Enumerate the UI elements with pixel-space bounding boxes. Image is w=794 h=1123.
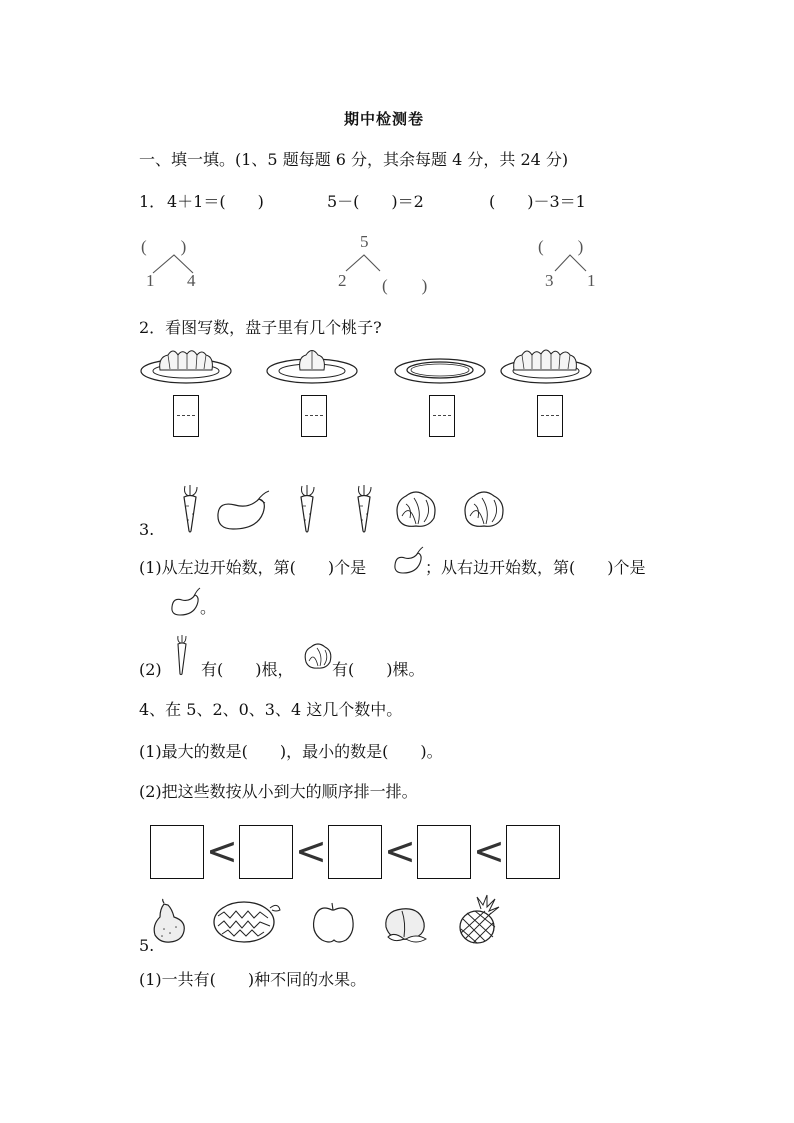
peach-icon <box>380 903 432 945</box>
q3-sub2-part-c: 有( )棵。 <box>332 660 425 679</box>
answer-box[interactable] <box>301 395 327 437</box>
q5-sub1: (1)一共有( )种不同的水果。 <box>139 970 367 989</box>
tree1-top: ( ) <box>141 237 187 256</box>
tree3-top: ( ) <box>538 237 584 256</box>
peach-plate-icon <box>266 343 361 388</box>
order-box[interactable] <box>417 825 471 879</box>
q3-sub1-part-c: 。 <box>200 598 217 617</box>
q5-number: 5. <box>139 936 155 955</box>
eggplant-icon <box>213 489 273 534</box>
apple-icon <box>310 902 358 944</box>
cabbage-icon <box>302 641 332 671</box>
pineapple-icon <box>455 895 503 945</box>
q1-number: 1． <box>139 192 166 211</box>
tree2-top: 5 <box>360 232 369 251</box>
section-heading: 一、填一填。(1、5 题每题 6 分，其余每题 4 分，共 24 分) <box>139 150 569 169</box>
order-box[interactable] <box>328 825 382 879</box>
tree3-left: 3 <box>545 271 554 290</box>
q2-question: 2．看图写数，盘子里有几个桃子? <box>139 318 382 337</box>
plate-icon <box>394 343 489 388</box>
q3-number: 3. <box>139 520 155 539</box>
pear-icon <box>150 899 190 945</box>
tree2-left: 2 <box>338 271 347 290</box>
q4-sub2: (2)把这些数按从小到大的顺序排一排。 <box>139 782 418 801</box>
q1-equation-1: 4＋1＝( ) <box>167 192 264 211</box>
peach-plate-icon <box>140 343 235 388</box>
q3-sub1-part-a: (1)从左边开始数，第( )个是 <box>139 558 367 577</box>
carrot-icon <box>292 484 322 534</box>
page-title: 期中检测卷 <box>344 110 425 128</box>
less-than-sign: < <box>206 829 238 873</box>
carrot-icon <box>349 484 379 534</box>
order-box[interactable] <box>239 825 293 879</box>
order-box[interactable] <box>506 825 560 879</box>
order-box[interactable] <box>150 825 204 879</box>
q4-sub1: (1)最大的数是( )，最小的数是( )。 <box>139 742 443 761</box>
tree3-lines <box>550 250 610 280</box>
answer-box[interactable] <box>173 395 199 437</box>
peach-plate-icon <box>500 343 595 388</box>
eggplant-icon <box>170 585 202 617</box>
eggplant-icon <box>393 545 425 575</box>
carrot-icon <box>171 634 193 676</box>
q4-question: 4、在 5、2、0、3、4 这几个数中。 <box>139 700 403 719</box>
q1-equation-2: 5－( )＝2 <box>327 192 424 211</box>
cabbage-icon <box>392 488 440 530</box>
less-than-sign: < <box>295 829 327 873</box>
tree2-right: ( ) <box>382 276 428 295</box>
tree3-right: 1 <box>587 271 596 290</box>
q3-sub2-part-b: 有( )根， <box>201 660 294 679</box>
answer-box[interactable] <box>537 395 563 437</box>
cabbage-icon <box>460 488 508 530</box>
tree1-left: 1 <box>146 271 155 290</box>
less-than-sign: < <box>473 829 505 873</box>
watermelon-icon <box>212 896 282 944</box>
q3-sub2-part-a: (2) <box>139 660 162 679</box>
q1-equation-3: ( )－3＝1 <box>489 192 586 211</box>
carrot-icon <box>175 484 205 534</box>
less-than-sign: < <box>384 829 416 873</box>
q3-sub1-part-b: ；从右边开始数，第( )个是 <box>425 558 646 577</box>
answer-box[interactable] <box>429 395 455 437</box>
tree1-right: 4 <box>187 271 196 290</box>
